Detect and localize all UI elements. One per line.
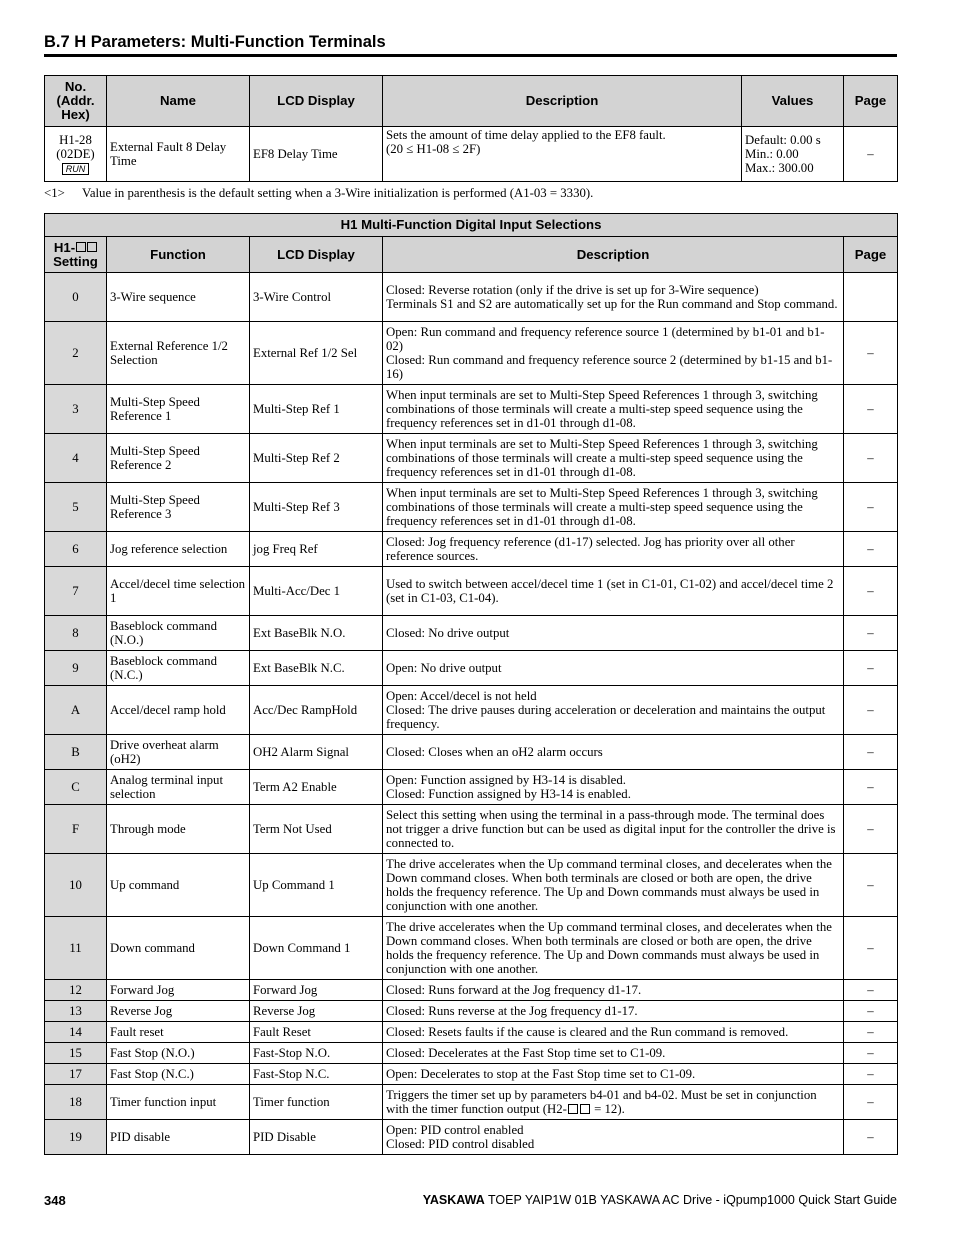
- page-cell: –: [844, 917, 898, 980]
- col-header-function: Function: [107, 237, 250, 273]
- description-cell: The drive accelerates when the Up command terminal closes, and decelerates when the Down command closes. When both terminals are closed or both are open, the drive holds the frequency reference. The Up and Down commands must always be used in conjunction with one another.: [383, 917, 844, 980]
- run-badge: RUN: [62, 163, 90, 175]
- page-cell: –: [844, 686, 898, 735]
- description-cell: Closed: Decelerates at the Fast Stop time set to C1-09.: [383, 1043, 844, 1064]
- description-cell: When input terminals are set to Multi-Step Speed References 1 through 3, switching combinations of those terminals will create a multi-step speed sequence using the frequency references set in d1-01 through d1-08.: [383, 385, 844, 434]
- footnote: [44, 186, 593, 201]
- lcd-cell: Term Not Used: [250, 805, 383, 854]
- setting-cell: 3: [45, 385, 107, 434]
- page-cell: –: [844, 854, 898, 917]
- lcd-cell: Reverse Jog: [250, 1001, 383, 1022]
- setting-label: Setting: [53, 253, 98, 269]
- h1-table-header: [45, 237, 898, 273]
- page-cell: –: [844, 980, 898, 1001]
- lcd-cell: 3-Wire Control: [250, 273, 383, 322]
- lcd-cell: Forward Jog: [250, 980, 383, 1001]
- lcd-cell: Multi-Step Ref 3: [250, 483, 383, 532]
- table-row: [45, 1022, 898, 1043]
- description-cell: Closed: Resets faults if the cause is cleared and the Run command is removed.: [383, 1022, 844, 1043]
- col-header-page: Page: [844, 237, 898, 273]
- footer-brand: YASKAWA: [422, 1193, 485, 1207]
- lcd-cell: Ext BaseBlk N.O.: [250, 616, 383, 651]
- function-cell: Multi-Step Speed Reference 2: [107, 434, 250, 483]
- lcd-cell: jog Freq Ref: [250, 532, 383, 567]
- page-cell: –: [844, 322, 898, 385]
- table-caption: H1 Multi-Function Digital Input Selections: [45, 214, 898, 237]
- col-header-description: Description: [383, 237, 844, 273]
- lcd-cell: Multi-Acc/Dec 1: [250, 567, 383, 616]
- page-cell: –: [844, 616, 898, 651]
- param-description: Sets the amount of time delay applied to the EF8 fault. (20 ≤ H1-08 ≤ 2F): [383, 127, 742, 182]
- description-cell: Used to switch between accel/decel time 1 (set in C1-01, C1-02) and accel/decel time 2 (set in C1-03, C1-04).: [383, 567, 844, 616]
- function-cell: Fast Stop (N.C.): [107, 1064, 250, 1085]
- table-row: [45, 735, 898, 770]
- function-cell: Fast Stop (N.O.): [107, 1043, 250, 1064]
- setting-cell: 10: [45, 854, 107, 917]
- setting-cell: 8: [45, 616, 107, 651]
- function-cell: PID disable: [107, 1120, 250, 1155]
- h1-selections-table: [44, 213, 898, 1155]
- page-cell: –: [844, 1085, 898, 1120]
- page-cell: –: [844, 805, 898, 854]
- setting-cell: A: [45, 686, 107, 735]
- section-rule: [44, 54, 897, 57]
- param-name: External Fault 8 Delay Time: [107, 127, 250, 182]
- param-number: H1-28 (02DE): [56, 133, 95, 161]
- description-cell: Open: Run command and frequency reference source 1 (determined by b1-01 and b1-02) Closed: Run command and frequency reference source 2 (determined by b1-15 and b1-16): [383, 322, 844, 385]
- description-cell: Closed: No drive output: [383, 616, 844, 651]
- page-cell: –: [844, 567, 898, 616]
- function-cell: Drive overheat alarm (oH2): [107, 735, 250, 770]
- setting-cell: 7: [45, 567, 107, 616]
- page-cell: –: [844, 1022, 898, 1043]
- table-row: [45, 651, 898, 686]
- col-header-setting: [45, 237, 107, 273]
- setting-prefix: H1-: [53, 239, 76, 255]
- setting-cell: 19: [45, 1120, 107, 1155]
- function-cell: Accel/decel ramp hold: [107, 686, 250, 735]
- function-cell: Baseblock command (N.C.): [107, 651, 250, 686]
- function-cell: External Reference 1/2 Selection: [107, 322, 250, 385]
- col-header-page: Page: [844, 76, 898, 127]
- description-cell: Open: Accel/decel is not held Closed: The drive pauses during acceleration or deceleration and maintains the output frequency.: [383, 686, 844, 735]
- lcd-cell: Fast-Stop N.O.: [250, 1043, 383, 1064]
- function-cell: Down command: [107, 917, 250, 980]
- description-cell: Closed: Runs forward at the Jog frequency d1-17.: [383, 980, 844, 1001]
- col-header-name: Name: [107, 76, 250, 127]
- lcd-cell: External Ref 1/2 Sel: [250, 322, 383, 385]
- lcd-cell: Multi-Step Ref 1: [250, 385, 383, 434]
- function-cell: Analog terminal input selection: [107, 770, 250, 805]
- description-cell: Closed: Jog frequency reference (d1-17) selected. Jog has priority over all other reference sources.: [383, 532, 844, 567]
- col-header-no: No. (Addr. Hex): [45, 76, 107, 127]
- lcd-cell: Fault Reset: [250, 1022, 383, 1043]
- setting-cell: 4: [45, 434, 107, 483]
- lcd-cell: PID Disable: [250, 1120, 383, 1155]
- lcd-cell: Multi-Step Ref 2: [250, 434, 383, 483]
- table-row: [45, 127, 898, 182]
- function-cell: Reverse Jog: [107, 1001, 250, 1022]
- setting-cell: 9: [45, 651, 107, 686]
- description-cell: Select this setting when using the terminal in a pass-through mode. The terminal does not trigger a drive function but can be used as digital input for the controller the drive is connected to.: [383, 805, 844, 854]
- footnote-tag: <1>: [44, 186, 65, 200]
- function-cell: Multi-Step Speed Reference 3: [107, 483, 250, 532]
- description-cell: When input terminals are set to Multi-Step Speed References 1 through 3, switching combinations of those terminals will create a multi-step speed sequence using the frequency references set in d1-01 through d1-08.: [383, 434, 844, 483]
- page-cell: –: [844, 434, 898, 483]
- function-cell: Up command: [107, 854, 250, 917]
- lcd-cell: Up Command 1: [250, 854, 383, 917]
- setting-cell: 12: [45, 980, 107, 1001]
- table-row: [45, 1043, 898, 1064]
- col-header-lcd: LCD Display: [250, 76, 383, 127]
- lcd-cell: Down Command 1: [250, 917, 383, 980]
- table-row: [45, 385, 898, 434]
- table-row: [45, 805, 898, 854]
- param-values: Default: 0.00 s Min.: 0.00 Max.: 300.00: [742, 127, 844, 182]
- description-cell: Open: Function assigned by H3-14 is disabled. Closed: Function assigned by H3-14 is enabled.: [383, 770, 844, 805]
- function-cell: Jog reference selection: [107, 532, 250, 567]
- footnote-text: Value in parenthesis is the default setting when a 3-Wire initialization is performed (A1-03 = 3330).: [82, 186, 594, 200]
- page-cell: –: [844, 1064, 898, 1085]
- lcd-cell: Ext BaseBlk N.C.: [250, 651, 383, 686]
- param-lcd: EF8 Delay Time: [250, 127, 383, 182]
- setting-cell: 18: [45, 1085, 107, 1120]
- setting-cell: F: [45, 805, 107, 854]
- digit-box-icon: [568, 1104, 578, 1114]
- lcd-cell: Term A2 Enable: [250, 770, 383, 805]
- footer-doc: TOEP YAIP1W 01B YASKAWA AC Drive - iQpump1000 Quick Start Guide: [488, 1193, 897, 1207]
- table-row: [45, 532, 898, 567]
- function-cell: Accel/decel time selection 1: [107, 567, 250, 616]
- function-cell: Forward Jog: [107, 980, 250, 1001]
- param-page: –: [844, 127, 898, 182]
- setting-cell: 11: [45, 917, 107, 980]
- page-cell: –: [844, 735, 898, 770]
- setting-cell: 13: [45, 1001, 107, 1022]
- parameter-table-header: [45, 76, 898, 127]
- description-cell: The drive accelerates when the Up command terminal closes, and decelerates when the Down command closes. When both terminals are closed or both are open, the drive holds the frequency reference. The Up and Down commands must always be used in conjunction with one another.: [383, 854, 844, 917]
- table-row: [45, 854, 898, 917]
- description-cell: Closed: Closes when an oH2 alarm occurs: [383, 735, 844, 770]
- table-row: [45, 1064, 898, 1085]
- description-cell: Open: Decelerates to stop at the Fast Stop time set to C1-09.: [383, 1064, 844, 1085]
- page-cell: –: [844, 1001, 898, 1022]
- description-cell: Closed: Runs reverse at the Jog frequency d1-17.: [383, 1001, 844, 1022]
- function-cell: Baseblock command (N.O.): [107, 616, 250, 651]
- description-cell: When input terminals are set to Multi-Step Speed References 1 through 3, switching combinations of those terminals will create a multi-step speed sequence using the frequency references set in d1-01 through d1-08.: [383, 483, 844, 532]
- page-number: 348: [44, 1193, 66, 1208]
- col-header-description: Description: [383, 76, 742, 127]
- digit-box-icon: [87, 242, 97, 252]
- table-row: [45, 980, 898, 1001]
- setting-cell: 15: [45, 1043, 107, 1064]
- page-cell: –: [844, 385, 898, 434]
- function-cell: Through mode: [107, 805, 250, 854]
- setting-cell: C: [45, 770, 107, 805]
- description-text: = 12).: [590, 1102, 625, 1116]
- function-cell: Timer function input: [107, 1085, 250, 1120]
- table-row: [45, 483, 898, 532]
- footer-doc-title: [423, 1193, 897, 1207]
- table-row: [45, 1085, 898, 1120]
- page-cell: [844, 273, 898, 322]
- lcd-cell: Acc/Dec RampHold: [250, 686, 383, 735]
- setting-cell: 2: [45, 322, 107, 385]
- function-cell: 3-Wire sequence: [107, 273, 250, 322]
- page-cell: –: [844, 1043, 898, 1064]
- page-cell: –: [844, 770, 898, 805]
- table-row: [45, 567, 898, 616]
- setting-cell: 6: [45, 532, 107, 567]
- param-number-cell: [45, 127, 107, 182]
- page-cell: –: [844, 532, 898, 567]
- parameter-table: [44, 75, 898, 182]
- digit-box-icon: [580, 1104, 590, 1114]
- setting-cell: 0: [45, 273, 107, 322]
- table-row: [45, 770, 898, 805]
- description-cell: Open: No drive output: [383, 651, 844, 686]
- table-row: [45, 273, 898, 322]
- lcd-cell: Fast-Stop N.C.: [250, 1064, 383, 1085]
- page-cell: –: [844, 1120, 898, 1155]
- table-row: [45, 616, 898, 651]
- description-cell: [383, 1085, 844, 1120]
- table-row: [45, 434, 898, 483]
- table-row: [45, 1001, 898, 1022]
- setting-cell: 5: [45, 483, 107, 532]
- description-cell: Open: PID control enabled Closed: PID control disabled: [383, 1120, 844, 1155]
- setting-cell: 14: [45, 1022, 107, 1043]
- function-cell: Multi-Step Speed Reference 1: [107, 385, 250, 434]
- lcd-cell: Timer function: [250, 1085, 383, 1120]
- page-cell: –: [844, 483, 898, 532]
- digit-box-icon: [76, 242, 86, 252]
- table-row: [45, 322, 898, 385]
- setting-cell: 17: [45, 1064, 107, 1085]
- lcd-cell: OH2 Alarm Signal: [250, 735, 383, 770]
- function-cell: Fault reset: [107, 1022, 250, 1043]
- table-row: [45, 1120, 898, 1155]
- page-cell: –: [844, 651, 898, 686]
- table-row: [45, 917, 898, 980]
- description-cell: Closed: Reverse rotation (only if the drive is set up for 3-Wire sequence) Terminals S1 and S2 are automatically set up for the Run command and Stop command.: [383, 273, 844, 322]
- col-header-lcd: LCD Display: [250, 237, 383, 273]
- section-title: B.7 H Parameters: Multi-Function Terminals: [44, 33, 386, 51]
- setting-cell: B: [45, 735, 107, 770]
- table-row: [45, 686, 898, 735]
- col-header-values: Values: [742, 76, 844, 127]
- description-text: Triggers the timer set up by parameters b4-01 and b4-02. Must be set in conjunction with the timer function output (H2-: [386, 1088, 817, 1116]
